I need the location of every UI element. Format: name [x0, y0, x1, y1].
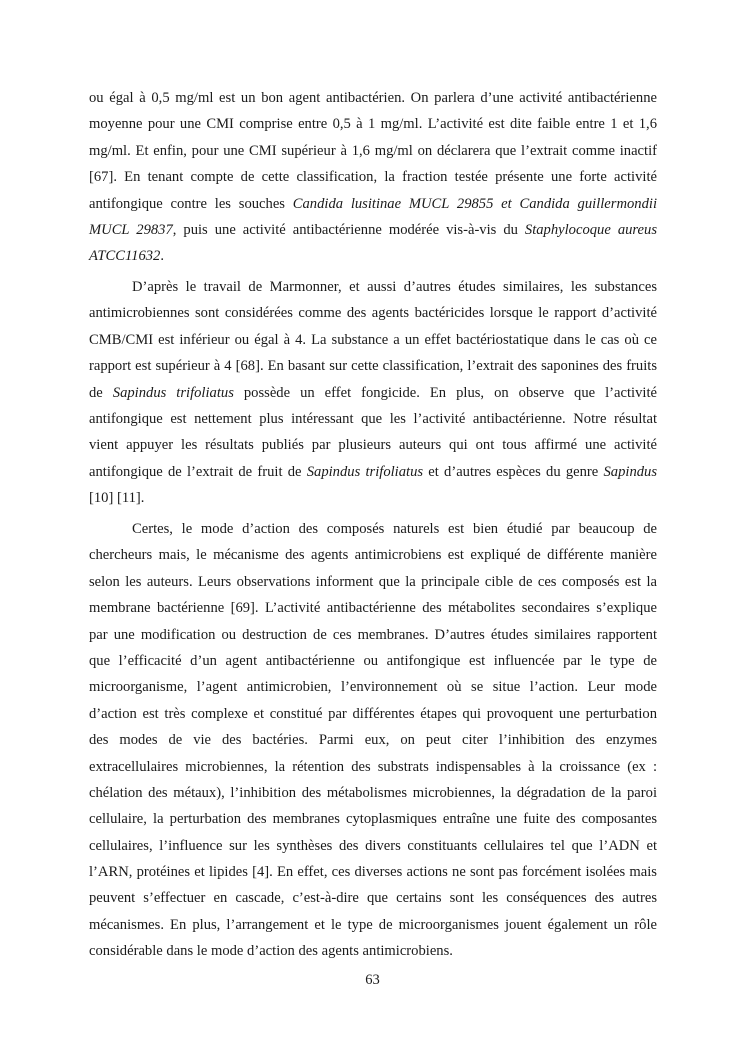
- text-line: que l’efficacité d’un agent antibactérienne ou antifongique est influencée par le type de: [89, 652, 657, 669]
- text-line: cellulaires, l’influence sur les synthèses des divers constituants cellulaires tel que l’ADN et: [89, 837, 657, 854]
- paragraph-2: [89, 274, 657, 512]
- species-name: Staphylocoque aureus: [524, 221, 657, 238]
- text-line: microorganisme, l’agent antimicrobien, l’environnement où se situe l’action. Leur mode: [89, 679, 657, 696]
- strain-name: MUCL 29837: [89, 221, 173, 238]
- text-line: d’action est très complexe et constitué par différentes étapes qui provoquent une perturbation: [89, 705, 657, 722]
- page-number: 63: [365, 972, 380, 988]
- text-line: mg/ml. Et enfin, pour une CMI supérieur à 1,6 mg/ml on déclarera que l’extrait comme inactif: [89, 142, 657, 159]
- text-line: chélation des métaux), l’inhibition des métabolismes microbiennes, la dégradation de la paroi: [89, 784, 657, 801]
- text-line: de Sapindus trifoliatus possède un effet fongicide. En plus, on observe que l’activité: [89, 384, 657, 401]
- text-line: rapport est supérieur à 4 [68]. En basant sur cette classification, l’extrait des saponines des fruits: [89, 358, 657, 375]
- text-line: ou égal à 0,5 mg/ml est un bon agent antibactérien. On parlera d’une activité antibactérienne: [89, 90, 657, 106]
- text-line: considérable dans le mode d’action des agents antimicrobiens.: [89, 943, 453, 960]
- paragraph-1: [89, 85, 657, 270]
- text-line: membrane bactérienne [69]. L’activité antibactérienne des métabolites secondaires s’explique: [89, 600, 657, 617]
- text-line: des modes de vie des bactéries. Parmi eux, on peut citer l’inhibition des enzymes: [89, 732, 657, 749]
- text-line: par une modification ou destruction de ces membranes. D’autres études similaires rapportent: [89, 626, 657, 643]
- species-name: Sapindus trifoliatus: [306, 463, 424, 480]
- text-line: antimicrobiennes sont considérées comme des agents bactéricides lorsque le rapport d’activité: [89, 305, 657, 322]
- text-line: antifongique est nettement plus intéressant que les l’activité antibactérienne. Notre résultat: [89, 410, 657, 427]
- text-line: antifongique de l’extrait de fruit de Sapindus trifoliatus et d’autres espèces du genre Sapindus: [89, 463, 658, 480]
- text-line: chercheurs mais, le mécanisme des agents antimicrobiens est expliqué de différente manière: [89, 547, 657, 564]
- text-line: extracellulaires microbiennes, la rétention des substrats indispensables à la croissance (ex :: [89, 758, 657, 775]
- genus-name: Sapindus: [603, 463, 658, 480]
- text-line: antifongique contre les souches Candida lusitinae MUCL 29855 et Candida guillermondii: [89, 195, 657, 212]
- text-line: D’après le travail de Marmonner, et aussi d’autres études similaires, les substances: [132, 279, 657, 295]
- text-line: ATCC11632.: [89, 248, 165, 265]
- text-line: Certes, le mode d’action des composés naturels est bien étudié par beaucoup de: [132, 521, 657, 537]
- text-line: l’ARN, protéines et lipides [4]. En effet, ces diverses actions ne sont pas forcément isolées mais: [89, 864, 657, 881]
- text-line: selon les auteurs. Leurs observations informent que la principale cible de ces composés est la: [89, 573, 657, 590]
- text-line: [67]. En tenant compte de cette classification, la fraction testée présente une forte activité: [89, 169, 657, 186]
- text-line: peuvent s’effectuer en cascade, c’est-à-dire que certains sont les conséquences des autres: [89, 890, 657, 907]
- text-line: [10] [11].: [89, 490, 145, 507]
- text-line: moyenne pour une CMI comprise entre 0,5 à 1 mg/ml. L’activité est dite faible entre 1 et 1,6: [89, 116, 657, 133]
- text-line: vient appuyer les résultats publiés par plusieurs auteurs qui ont tous affirmé une activité: [89, 437, 657, 454]
- text-line: CMB/CMI est inférieur ou égal à 4. La substance a un effet bactériostatique dans le cas où ce: [89, 331, 657, 348]
- strain-name: ATCC11632: [89, 248, 161, 265]
- paragraph-3: [89, 516, 657, 965]
- species-name: Candida lusitinae MUCL 29855 et Candida guillermondii: [292, 195, 657, 212]
- species-name: Sapindus trifoliatus: [112, 384, 234, 401]
- text-line: MUCL 29837, puis une activité antibactérienne modérée vis-à-vis du Staphylocoque aureus: [89, 221, 657, 238]
- text-line: cellulaire, la perturbation des membranes cytoplasmiques entraîne une fuite des composantes: [89, 811, 657, 828]
- text-line: mécanismes. En plus, l’arrangement et le type de microorganismes jouent également un rôle: [89, 916, 657, 933]
